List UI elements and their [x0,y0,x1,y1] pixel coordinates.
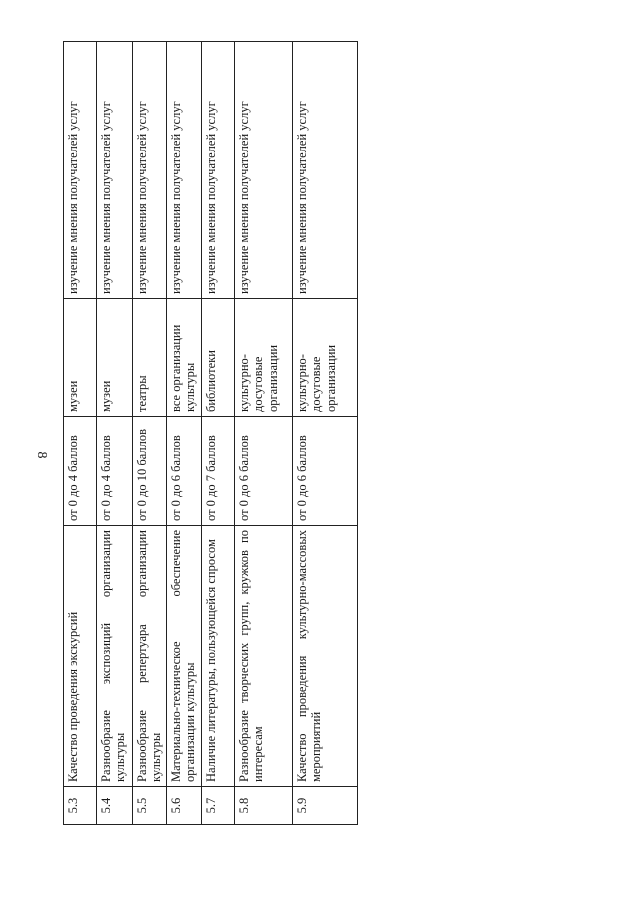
table-row [201,42,234,825]
criterion-cell: Наличие литературы, пользующейся спросом [201,526,234,787]
score-cell: от 0 до 6 баллов [292,417,357,526]
row-number: 5.8 [234,787,292,825]
method-cell: изучение мнения получателей услуг [133,42,167,299]
organization-cell: все организации культуры [166,299,201,417]
criterion-cell: Разнообразие творческих групп, кружков по интересам [234,526,292,787]
method-cell: изучение мнения получателей услуг [64,42,97,299]
row-number: 5.5 [133,787,167,825]
row-number: 5.4 [97,787,133,825]
method-cell: изучение мнения получателей услуг [234,42,292,299]
score-cell: от 0 до 10 баллов [133,417,167,526]
score-cell: от 0 до 4 баллов [64,417,97,526]
criterion-cell: Качество проведения экскурсий [64,526,97,787]
criterion-cell: Разнообразие экспозиций организации культуры [97,526,133,787]
row-number: 5.3 [64,787,97,825]
organization-cell: культурно-досуговые организации [292,299,357,417]
row-number: 5.6 [166,787,201,825]
organization-cell: музеи [97,299,133,417]
table-row [133,42,167,825]
score-cell: от 0 до 7 баллов [201,417,234,526]
method-cell: изучение мнения получателей услуг [166,42,201,299]
criterion-cell: Разнообразие репертуара организации культуры [133,526,167,787]
page-number: 8 [34,451,49,459]
row-number: 5.9 [292,787,357,825]
table-row [234,42,292,825]
criteria-table [63,41,358,825]
table-wrapper [63,42,355,825]
criterion-cell: Материально-техническое обеспечение организации культуры [166,526,201,787]
organization-cell: библиотеки [201,299,234,417]
score-cell: от 0 до 6 баллов [166,417,201,526]
organization-cell: театры [133,299,167,417]
organization-cell: культурно-досуговые организации [234,299,292,417]
method-cell: изучение мнения получателей услуг [201,42,234,299]
table-row [292,42,357,825]
score-cell: от 0 до 6 баллов [234,417,292,526]
table-row [64,42,97,825]
method-cell: изучение мнения получателей услуг [97,42,133,299]
row-number: 5.7 [201,787,234,825]
rotated-table-container [63,42,355,825]
organization-cell: музеи [64,299,97,417]
criterion-cell: Качество проведения культурно-массовых мероприятий [292,526,357,787]
method-cell: изучение мнения получателей услуг [292,42,357,299]
score-cell: от 0 до 4 баллов [97,417,133,526]
table-row [166,42,201,825]
table-row [97,42,133,825]
